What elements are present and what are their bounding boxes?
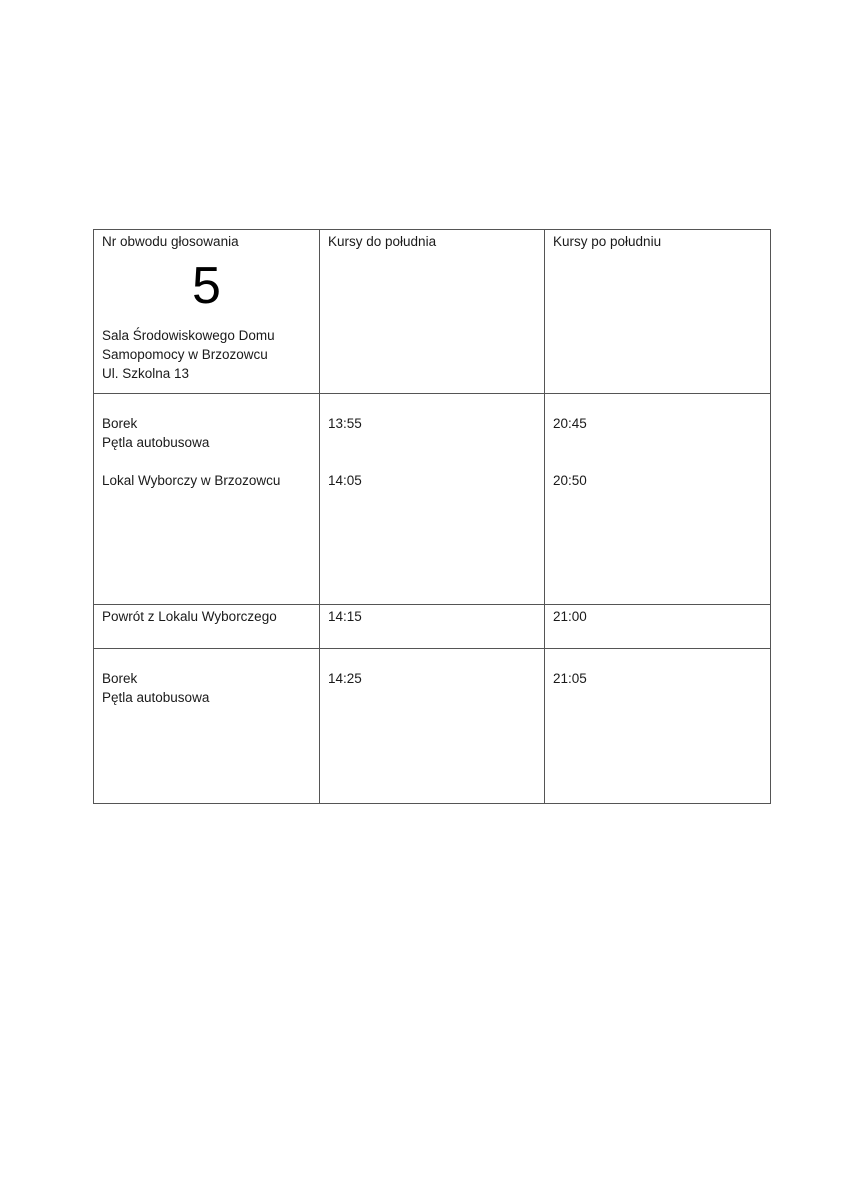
return-label: Powrót z Lokalu Wyborczego <box>102 609 277 624</box>
morning-time-1: 13:55 <box>328 416 362 431</box>
afternoon-time-2: 20:50 <box>553 473 587 488</box>
morning-times-cell <box>320 394 545 605</box>
final-afternoon-cell <box>545 649 771 804</box>
final-morning-cell <box>320 649 545 804</box>
afternoon-header-label: Kursy po południu <box>553 234 662 249</box>
return-morning-time: 14:15 <box>328 609 362 624</box>
final-stop-cell <box>94 649 320 804</box>
final-afternoon-time: 21:05 <box>553 671 587 686</box>
district-number: 5 <box>192 257 221 315</box>
table-row <box>94 649 771 804</box>
bus-schedule-table <box>93 229 771 804</box>
final-morning-time: 14:25 <box>328 671 362 686</box>
return-afternoon-cell <box>545 605 771 649</box>
return-afternoon-time: 21:00 <box>553 609 587 624</box>
table-header-row <box>94 230 771 394</box>
afternoon-time-1: 20:45 <box>553 416 587 431</box>
afternoon-header-cell <box>545 230 771 394</box>
location-line-1: Sala Środowiskowego Domu <box>102 328 275 343</box>
morning-header-label: Kursy do południa <box>328 234 437 249</box>
return-morning-cell <box>320 605 545 649</box>
return-label-cell <box>94 605 320 649</box>
district-label: Nr obwodu głosowania <box>102 234 239 249</box>
stops-cell <box>94 394 320 605</box>
location-line-2: Samopomocy w Brzozowcu <box>102 347 268 362</box>
afternoon-times-cell <box>545 394 771 605</box>
final-stop-detail: Pętla autobusowa <box>102 690 210 705</box>
stop-1-detail: Pętla autobusowa <box>102 435 210 450</box>
table-row <box>94 394 771 605</box>
location-line-3: Ul. Szkolna 13 <box>102 366 190 381</box>
morning-time-2: 14:05 <box>328 473 362 488</box>
district-cell <box>94 230 320 394</box>
stop-2-name: Lokal Wyborczy w Brzozowcu <box>102 473 281 488</box>
table-row <box>94 605 771 649</box>
final-stop-name: Borek <box>102 671 138 686</box>
stop-1-name: Borek <box>102 416 138 431</box>
morning-header-cell <box>320 230 545 394</box>
